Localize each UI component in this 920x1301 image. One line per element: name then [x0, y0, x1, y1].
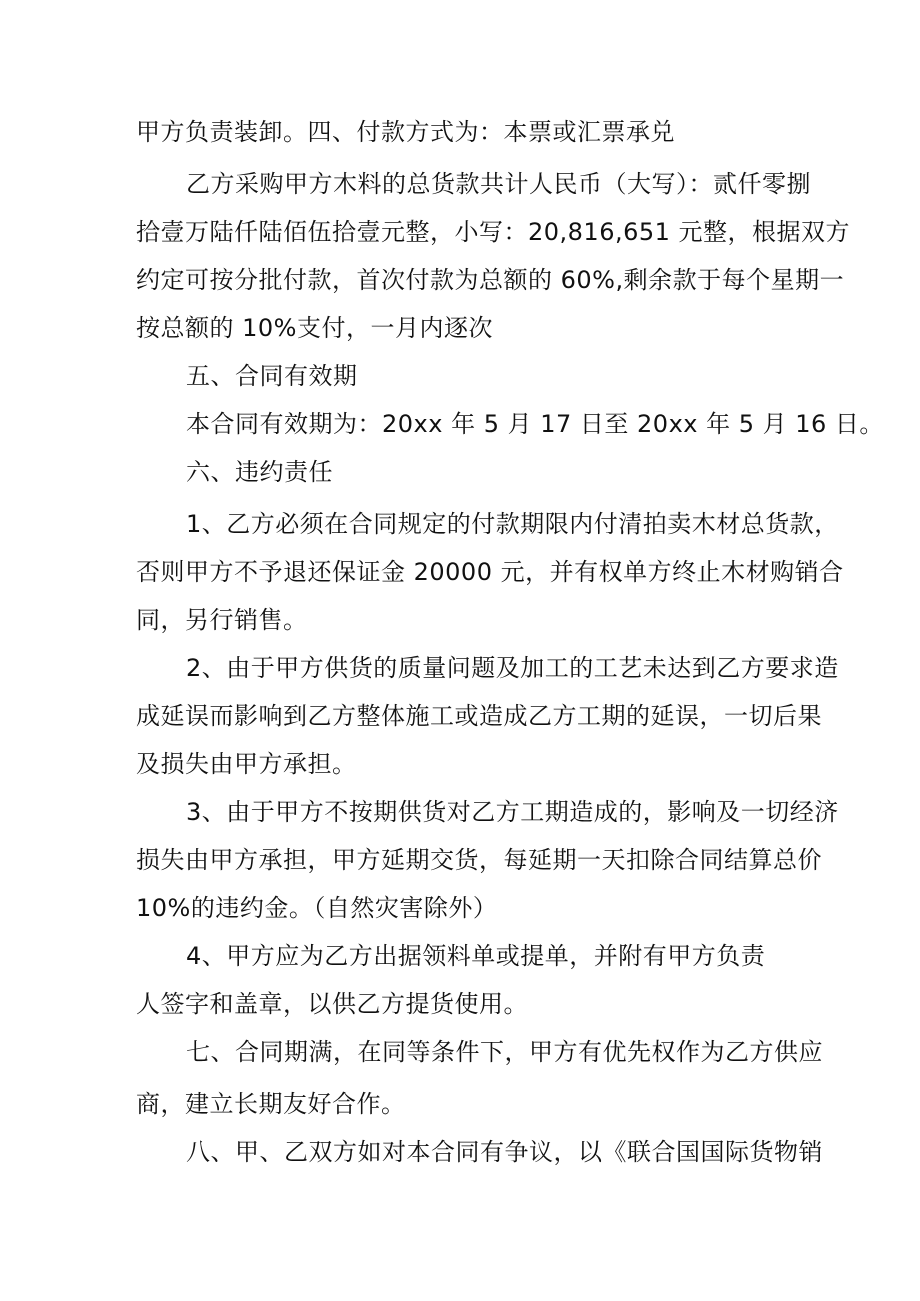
text-line: 约定可按分批付款，首次付款为总额的 60%,剩余款于每个星期一: [136, 266, 845, 294]
text-line: 八、甲、乙双方如对本合同有争议，以《联合国国际货物销: [186, 1138, 823, 1166]
text-line: 乙方采购甲方木料的总货款共计人民币（大写）：贰仟零捌: [186, 170, 811, 198]
section-heading: 五、合同有效期: [186, 362, 358, 390]
text-line: 4、甲方应为乙方出据领料单或提单，并附有甲方负责: [186, 942, 766, 970]
text-line: 及损失由甲方承担。: [136, 750, 357, 778]
text-line: 七、合同期满，在同等条件下，甲方有优先权作为乙方供应: [186, 1038, 823, 1066]
text-line: 10%的违约金。（自然灾害除外）: [136, 894, 498, 922]
text-line: 按总额的 10%支付，一月内逐次: [136, 314, 493, 342]
text-line: 同，另行销售。: [136, 606, 308, 634]
text-line: 商，建立长期友好合作。: [136, 1090, 406, 1118]
text-line: 1、乙方必须在合同规定的付款期限内付清拍卖木材总货款，: [186, 510, 839, 538]
section-heading: 六、违约责任: [186, 458, 333, 486]
text-line: 否则甲方不予退还保证金 20000 元，并有权单方终止木材购销合: [136, 558, 844, 586]
text-line: 人签字和盖章，以供乙方提货使用。: [136, 990, 528, 1018]
text-line: 甲方负责装卸。四、付款方式为：本票或汇票承兑: [136, 118, 675, 146]
text-line: 成延误而影响到乙方整体施工或造成乙方工期的延误，一切后果: [136, 702, 822, 730]
text-line: 拾壹万陆仟陆佰伍拾壹元整，小写：20,816,651 元整，根据双方: [136, 218, 851, 246]
text-line: 本合同有效期为：20xx 年 5 月 17 日至 20xx 年 5 月 16 日。: [186, 410, 884, 438]
text-line: 损失由甲方承担，甲方延期交货，每延期一天扣除合同结算总价: [136, 846, 822, 874]
text-line: 3、由于甲方不按期供货对乙方工期造成的，影响及一切经济: [186, 798, 839, 826]
text-line: 2、由于甲方供货的质量问题及加工的工艺未达到乙方要求造: [186, 654, 839, 682]
